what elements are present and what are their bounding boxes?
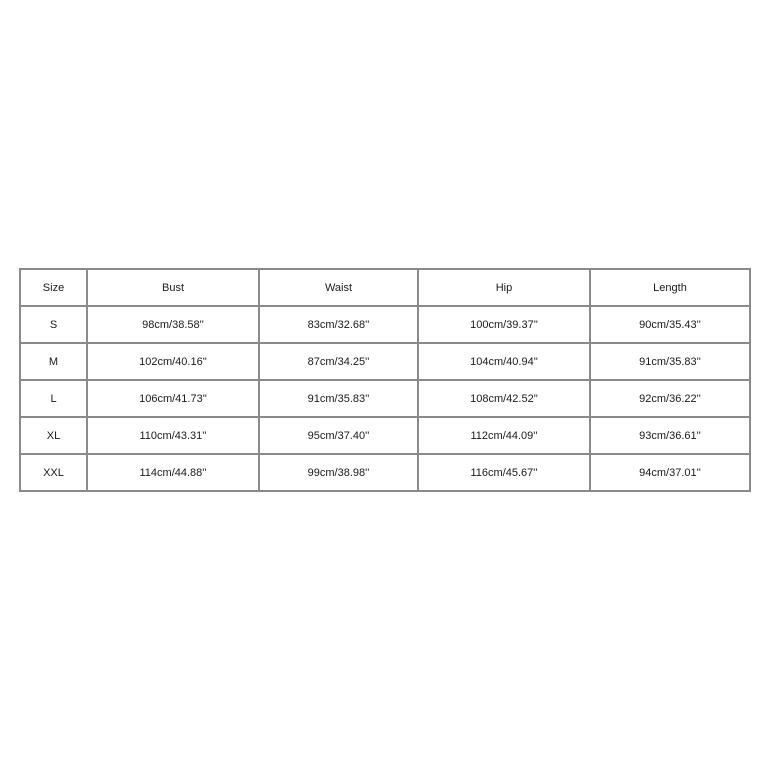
- header-bust: Bust: [87, 269, 259, 306]
- cell-size: XL: [20, 417, 87, 454]
- cell-bust: 98cm/38.58'': [87, 306, 259, 343]
- cell-length: 90cm/35.43'': [590, 306, 750, 343]
- table-row: [20, 417, 750, 454]
- cell-length: 92cm/36.22'': [590, 380, 750, 417]
- cell-bust: 106cm/41.73'': [87, 380, 259, 417]
- cell-waist: 99cm/38.98'': [259, 454, 418, 491]
- cell-length: 91cm/35.83'': [590, 343, 750, 380]
- table-row: [20, 343, 750, 380]
- cell-hip: 116cm/45.67'': [418, 454, 590, 491]
- cell-waist: 91cm/35.83'': [259, 380, 418, 417]
- table-row: [20, 380, 750, 417]
- cell-bust: 110cm/43.31'': [87, 417, 259, 454]
- cell-waist: 83cm/32.68'': [259, 306, 418, 343]
- cell-size: M: [20, 343, 87, 380]
- table-row: [20, 306, 750, 343]
- cell-size: S: [20, 306, 87, 343]
- header-waist: Waist: [259, 269, 418, 306]
- cell-length: 94cm/37.01'': [590, 454, 750, 491]
- cell-bust: 114cm/44.88'': [87, 454, 259, 491]
- cell-length: 93cm/36.61'': [590, 417, 750, 454]
- header-hip: Hip: [418, 269, 590, 306]
- cell-waist: 87cm/34.25'': [259, 343, 418, 380]
- header-size: Size: [20, 269, 87, 306]
- size-chart-table: [19, 268, 751, 492]
- cell-hip: 100cm/39.37'': [418, 306, 590, 343]
- cell-hip: 112cm/44.09'': [418, 417, 590, 454]
- table-row: [20, 454, 750, 491]
- cell-hip: 108cm/42.52'': [418, 380, 590, 417]
- cell-waist: 95cm/37.40'': [259, 417, 418, 454]
- header-length: Length: [590, 269, 750, 306]
- cell-size: XXL: [20, 454, 87, 491]
- cell-hip: 104cm/40.94'': [418, 343, 590, 380]
- cell-size: L: [20, 380, 87, 417]
- table-header-row: [20, 269, 750, 306]
- cell-bust: 102cm/40.16'': [87, 343, 259, 380]
